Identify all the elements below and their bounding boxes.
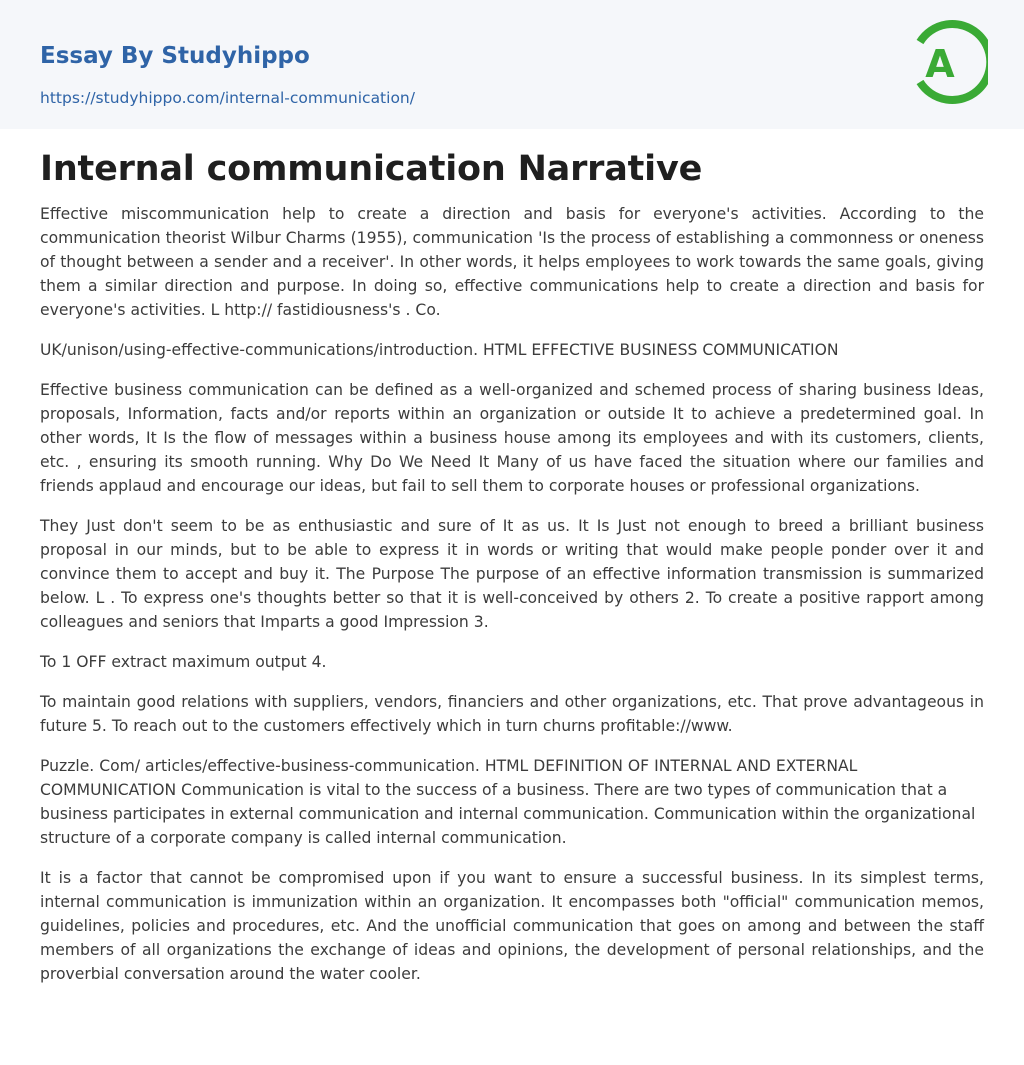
article-body — [40, 202, 984, 986]
paragraph-1: Effective miscommunication help to create a direction and basis for everyone's activities. According to the communication theorist Wilbur Charms (1955), communication 'Is the process of establishing a commonness or oneness of thought between a sender and a receiver'. In other words, it helps employees to work towards the same goals, giving them a similar direction and purpose. In doing so, effective communications help to create a direction and basis for everyone's activities. L http:// fastidiousness's . Co. — [40, 205, 984, 319]
site-header — [0, 0, 1024, 129]
paragraph-2: UK/unison/using-effective-communications/introduction. HTML EFFECTIVE BUSINESS COMMUNICATION — [40, 341, 839, 359]
paragraph-5: To 1 OFF extract maximum output 4. — [40, 653, 327, 671]
article — [0, 129, 1024, 986]
studyhippo-logo-icon[interactable] — [910, 18, 988, 106]
logo-letter: A — [925, 42, 955, 86]
paragraph-4: They Just don't seem to be as enthusiastic and sure of It as us. It Is Just not enough to breed a brilliant business proposal in our minds, but to be able to express it in words or writing that would make people ponder over it and convince them to accept and buy it. The Purpose The purpose of an effective information transmission is summarized below. L . To express one's thoughts better so that it is well-conceived by others 2. To create a positive rapport among colleagues and seniors that Imparts a good Impression 3. — [40, 517, 984, 631]
site-title: Essay By Studyhippo — [40, 43, 310, 69]
paragraph-3: Effective business communication can be defined as a well-organized and schemed process of sharing business Ideas, proposals, Information, facts and/or reports within an organization or outside It to achieve a predetermined goal. In other words, It Is the flow of messages within a business house among its employees and with its customers, clients, etc. , ensuring its smooth running. Why Do We Need It Many of us have faced the situation where our families and friends applaud and encourage our ideas, but fail to sell them to corporate houses or professional organizations. — [40, 381, 984, 495]
page-title: Internal communication Narrative — [40, 149, 703, 189]
source-url-link[interactable]: https://studyhippo.com/internal-communication/ — [40, 89, 415, 107]
paragraph-7: Puzzle. Com/ articles/effective-business-communication. HTML DEFINITION OF INTERNAL AND EXTERNAL COMMUNICATION Communication is vital to the success of a business. There are two types of communication that a business participates in external communication and internal communication. Communication within the organizational structure of a corporate company is called internal communication. — [40, 757, 976, 847]
paragraph-8: It is a factor that cannot be compromised upon if you want to ensure a successful business. In its simplest terms, internal communication is immunization within an organization. It encompasses both "official" communication memos, guidelines, policies and procedures, etc. And the unofficial communication that goes on among and between the staff members of all organizations the exchange of ideas and opinions, the development of personal relationships, and the proverbial conversation around the water cooler. — [40, 869, 984, 983]
paragraph-6: To maintain good relations with suppliers, vendors, financiers and other organizations, etc. That prove advantageous in future 5. To reach out to the customers effectively which in turn churns profitable://www. — [40, 693, 984, 735]
